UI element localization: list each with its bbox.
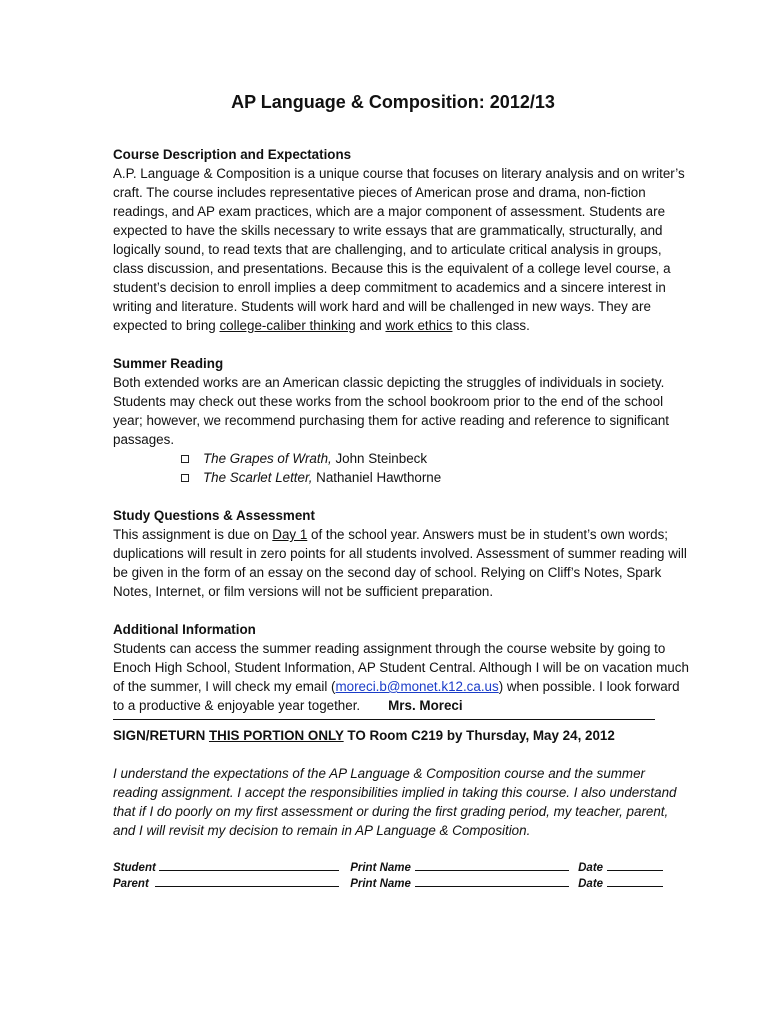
signreturn-text-1: SIGN/RETURN — [113, 728, 209, 743]
course-text-2: and — [355, 318, 386, 333]
list-item — [181, 449, 693, 468]
study-text-2: of the school year. Answers must be in student’s own words; duplications will result in zero points for all students involved. Assessment of summer reading will be given in the form of an essay on the second day of school. Relying on Cliff’s Notes, Spark Notes, Internet, or film versions will not be sufficient preparation. — [113, 527, 687, 599]
additional-section — [113, 620, 693, 715]
book-author: Nathaniel Hawthorne — [312, 470, 442, 485]
additional-text-1: Students can access the summer reading assignment through the course website by going to Enoch High School, Student Information, AP Student Central. Although I will be on vacation much of the summer, I will check my email ( — [113, 641, 689, 694]
summer-paragraph: Both extended works are an American classic depicting the struggles of individuals in society. Students may check out these works from the school bookroom prior to the end of the school year; however, we recommend purchasing them for active reading and reference to significant passages. — [113, 375, 670, 447]
agreement-paragraph: I understand the expectations of the AP Language & Composition course and the summer reading assignment. I accept the responsibilities implied in taking this course. I also understand that if I do poorly on my first assessment or during the first grading period, my teacher, parent, and I will revisit my decision to remain in AP Language & Composition. — [113, 766, 677, 838]
work-ethics-emphasis: work ethics — [385, 318, 453, 333]
course-text-1: A.P. Language & Composition is a unique course that focuses on literary analysis and on writer’s craft. The course includes representative pieces of American prose and drama, non-fiction readings, and AP exam practices, which are a major component of assessment. Students are expected to have the skills necessary to write essays that are grammatically, structurally, and logically sound, to read texts that are challenging, and to articulate critical analysis in groups, class discussion, and presentations. Because this is the equivalent of a college level course, a student’s decision to enroll implies a deep commitment to academics and a sincere interest in writing and literature. Students will work hard and will be challenged in new ways. They are expected to bring — [113, 166, 685, 333]
book-title: The Scarlet Letter, — [203, 470, 313, 485]
list-item — [181, 468, 693, 487]
due-date-emphasis: Day 1 — [272, 527, 308, 542]
summer-heading: Summer Reading — [113, 356, 224, 371]
email-link[interactable]: moreci.b@monet.k12.ca.us — [335, 679, 499, 694]
book-title: The Grapes of Wrath, — [203, 451, 332, 466]
book-author: John Steinbeck — [331, 451, 428, 466]
additional-heading: Additional Information — [113, 622, 256, 637]
course-paragraph — [113, 164, 693, 335]
signreturn-emphasis: THIS PORTION ONLY — [208, 728, 344, 743]
study-heading: Study Questions & Assessment — [113, 508, 315, 523]
signreturn-text-2: TO Room C219 by Thursday, May 24, 2012 — [343, 728, 615, 743]
student-label: Student — [113, 862, 156, 874]
study-section — [113, 506, 693, 601]
student-date-field[interactable] — [607, 860, 663, 871]
sign-return-instruction — [113, 726, 693, 745]
study-text-1: This assignment is due on — [113, 527, 273, 542]
course-section — [113, 145, 693, 335]
student-print-name-field[interactable] — [415, 860, 569, 871]
print-name-label: Print Name — [350, 878, 411, 890]
additional-text-2: ) when possible. I look forward to a productive & enjoyable year together. — [113, 679, 680, 713]
print-name-label: Print Name — [350, 862, 411, 874]
student-sign-row — [113, 860, 693, 876]
date-label: Date — [578, 862, 604, 874]
course-heading: Course Description and Expectations — [113, 147, 352, 162]
parent-signature-field[interactable] — [155, 876, 339, 887]
document-page — [113, 92, 693, 892]
course-text-3: to this class. — [452, 318, 530, 333]
summer-section — [113, 354, 693, 487]
additional-paragraph — [113, 639, 693, 715]
parent-print-name-field[interactable] — [415, 876, 569, 887]
parent-label: Parent — [113, 878, 149, 890]
study-paragraph — [113, 525, 693, 601]
checkbox-bullet-icon — [181, 474, 189, 482]
date-label: Date — [578, 878, 604, 890]
parent-sign-row — [113, 876, 693, 892]
divider — [113, 719, 655, 720]
parent-date-field[interactable] — [607, 876, 663, 887]
teacher-signature: Mrs. Moreci — [388, 698, 463, 713]
book-list — [113, 449, 693, 487]
page-title: AP Language & Composition: 2012/13 — [231, 92, 555, 112]
checkbox-bullet-icon — [181, 455, 189, 463]
student-signature-field[interactable] — [159, 860, 339, 871]
college-caliber-emphasis: college-caliber thinking — [219, 318, 356, 333]
